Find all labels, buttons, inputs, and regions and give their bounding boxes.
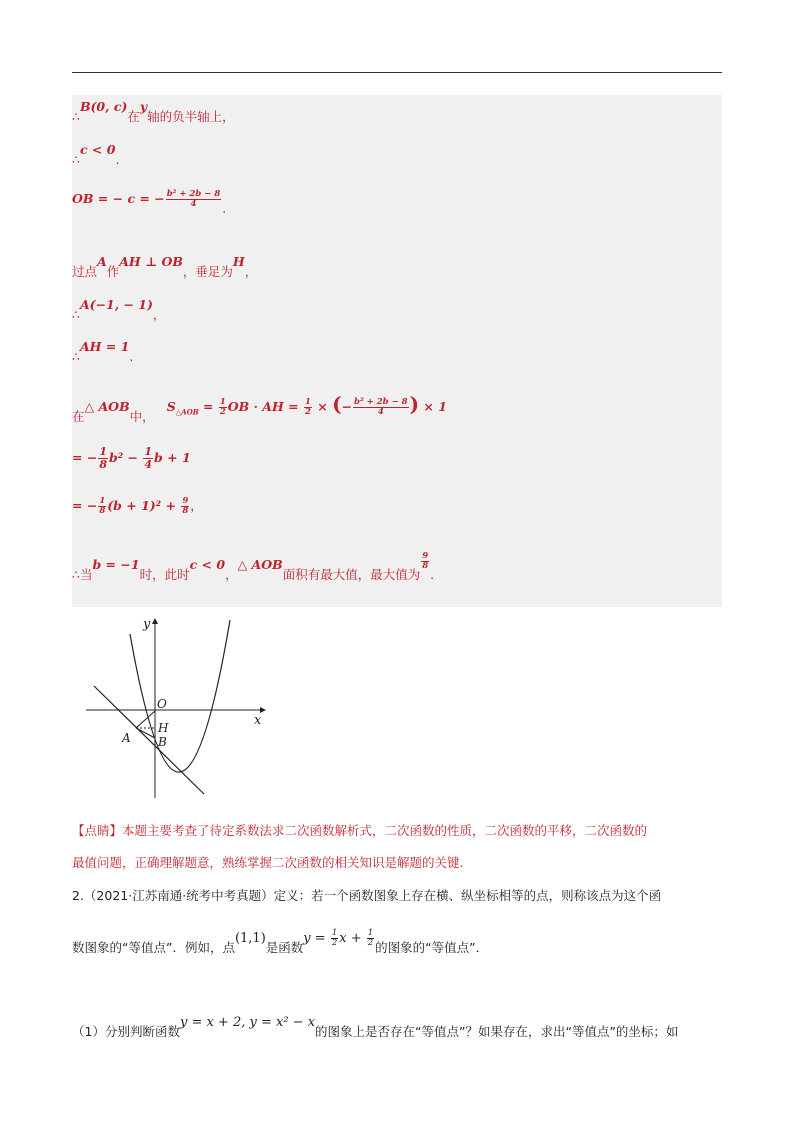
parabola-graph [72, 612, 275, 805]
dianjing-paragraph: 【点睛】本题主要考查了待定系数法求二次函数解析式，二次函数的性质，二次函数的平移，二次函数的 最值问题，正确理解题意，熟练掌握二次函数的相关知识是解题的关键. [72, 823, 648, 870]
solution-line-3: OB = − c = − $\frac{\text{b² + 2b − 8}}{4}$ . [72, 189, 227, 216]
y-label: y [143, 617, 151, 632]
x-label: x [254, 713, 262, 728]
graph-figure [72, 612, 275, 805]
parabola-curve [130, 620, 230, 772]
oa-segment [136, 711, 155, 728]
fraction: $\frac{\text{b² + 2b − 8}}{4}$ [166, 189, 221, 209]
solution-line-10: ∴当b = −1时，此时c < 0，△ AOB面积有最大值，最大值为 $\frac{9}{8}$ . [72, 551, 435, 582]
b-label: B [158, 735, 167, 749]
header-rule [72, 72, 722, 73]
question-2-line-2: 数图象的“等值点”．例如，点(1,1)是函数y = $\frac{1}{2}$ x + $\frac{1}{2}$ 的图象的“等值点”． [72, 928, 489, 955]
solution-line-1: ∴B(0, c)在y轴的负半轴上， [72, 99, 235, 124]
solution-background [72, 95, 722, 607]
solution-line-6: ∴AH = 1. [72, 339, 134, 364]
solution-line-5: ∴A(−1, − 1)， [72, 297, 166, 322]
solution-line-4: 过点A作AH ⊥ OB，垂足为H， [72, 254, 258, 279]
solution-line-2: ∴c < 0. [72, 142, 120, 167]
solution-line-8: = − $\frac{1}{8}$ b² − $\frac{1}{4}$ b + 1 [72, 445, 191, 471]
o-label: O [157, 697, 167, 711]
h-label: H [158, 721, 169, 735]
solution-line-9: = − $\frac{1}{8}$ (b + 1)² + $\frac{9}{8}$ ， [72, 496, 203, 516]
question-2-line-1: 2.（2021·江苏南通·统考中考真题）定义：若一个函数图象上存在横、纵坐标相等的点，则称该点为这个函 [72, 888, 662, 903]
solution-line-7: 在△ AOB中， $S_{\triangle AOB}$ = $\frac{1}{2}$ OB · AH = $\frac{1}{2}$ × (− $\frac{\text{b² + 2b − 8}}{4}$ ) × 1 [72, 392, 447, 424]
y-axis-arrow [152, 618, 158, 624]
question-2-line-3: （1）分别判断函数y = x + 2, y = x² − x的图象上是否存在“等值点”？如果存在，求出“等值点”的坐标；如 [72, 1015, 679, 1039]
a-label: A [122, 731, 131, 745]
straight-line [94, 686, 204, 794]
